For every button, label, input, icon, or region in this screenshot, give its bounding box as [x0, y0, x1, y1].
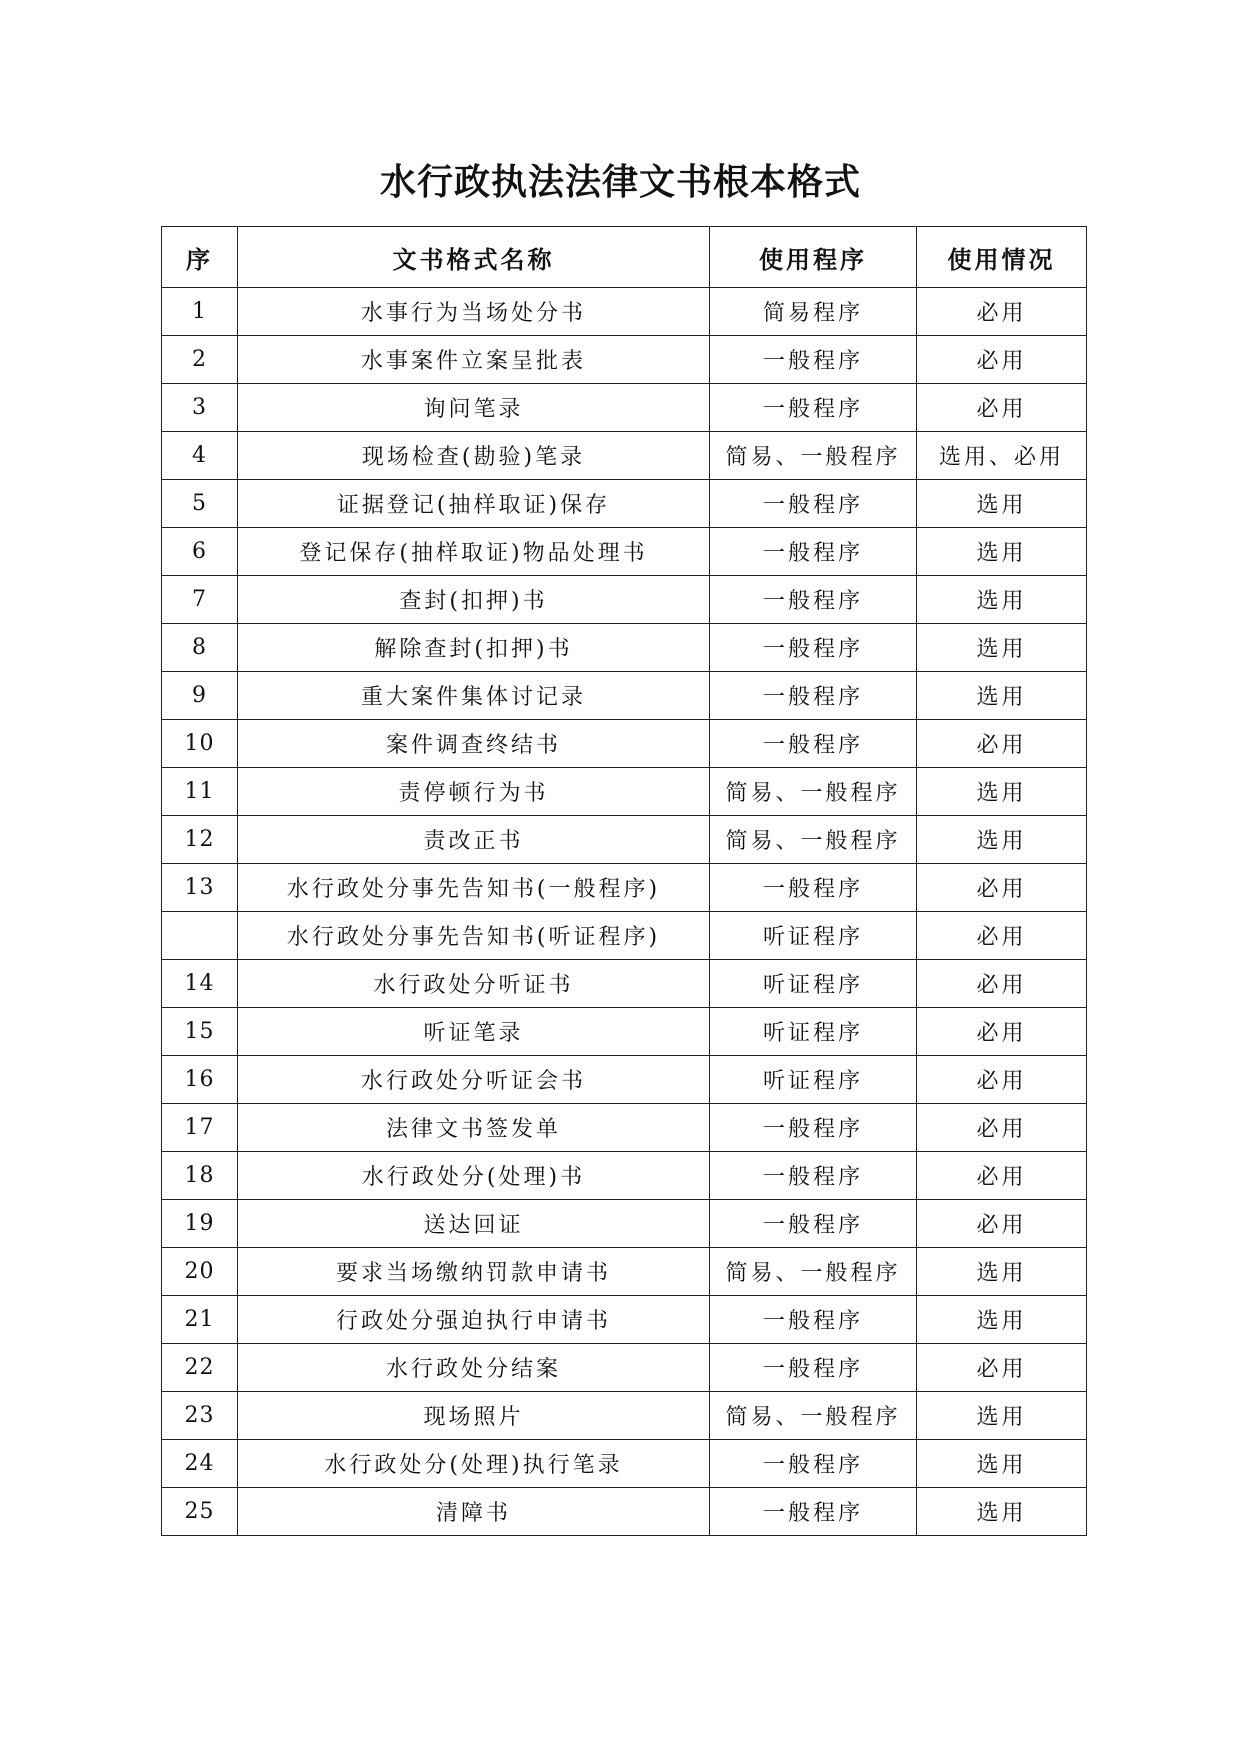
- table-row: [162, 816, 1087, 864]
- cell-usage: 必用: [917, 1056, 1087, 1104]
- cell-format-name: 登记保存(抽样取证)物品处理书: [238, 528, 710, 576]
- cell-format-name: 送达回证: [238, 1200, 710, 1248]
- cell-usage: 选用: [917, 480, 1087, 528]
- cell-format-name: 法律文书签发单: [238, 1104, 710, 1152]
- cell-format-name: 案件调查终结书: [238, 720, 710, 768]
- cell-seq: 6: [162, 528, 238, 576]
- cell-usage: 必用: [917, 288, 1087, 336]
- table-row: [162, 864, 1087, 912]
- cell-seq: 20: [162, 1248, 238, 1296]
- cell-procedure: 一般程序: [710, 480, 917, 528]
- cell-procedure: 一般程序: [710, 672, 917, 720]
- cell-usage: 必用: [917, 864, 1087, 912]
- cell-procedure: 一般程序: [710, 624, 917, 672]
- cell-usage: 选用: [917, 1488, 1087, 1536]
- cell-procedure: 一般程序: [710, 336, 917, 384]
- table-row: [162, 1008, 1087, 1056]
- cell-usage: 必用: [917, 1200, 1087, 1248]
- cell-format-name: 听证笔录: [238, 1008, 710, 1056]
- cell-seq: [162, 912, 238, 960]
- cell-procedure: 一般程序: [710, 864, 917, 912]
- cell-format-name: 责改正书: [238, 816, 710, 864]
- table-header-row: [162, 227, 1087, 288]
- table-row: [162, 672, 1087, 720]
- cell-procedure: 一般程序: [710, 1104, 917, 1152]
- cell-usage: 选用: [917, 1248, 1087, 1296]
- cell-format-name: 水事行为当场处分书: [238, 288, 710, 336]
- cell-seq: 25: [162, 1488, 238, 1536]
- header-name: 文书格式名称: [238, 227, 710, 288]
- cell-procedure: 简易、一般程序: [710, 432, 917, 480]
- cell-seq: 12: [162, 816, 238, 864]
- cell-format-name: 现场照片: [238, 1392, 710, 1440]
- table-row: [162, 1248, 1087, 1296]
- cell-usage: 必用: [917, 720, 1087, 768]
- page-title: 水行政执法法律文书根本格式: [379, 162, 861, 203]
- cell-format-name: 水行政处分(处理)执行笔录: [238, 1440, 710, 1488]
- cell-format-name: 水行政处分结案: [238, 1344, 710, 1392]
- cell-procedure: 一般程序: [710, 1152, 917, 1200]
- cell-usage: 选用: [917, 576, 1087, 624]
- cell-format-name: 水行政处分听证书: [238, 960, 710, 1008]
- table-row: [162, 1056, 1087, 1104]
- cell-format-name: 水行政处分听证会书: [238, 1056, 710, 1104]
- cell-procedure: 听证程序: [710, 960, 917, 1008]
- cell-seq: 24: [162, 1440, 238, 1488]
- table-row: [162, 912, 1087, 960]
- cell-procedure: 一般程序: [710, 1488, 917, 1536]
- cell-procedure: 一般程序: [710, 1344, 917, 1392]
- table-row: [162, 576, 1087, 624]
- header-seq: 序: [162, 227, 238, 288]
- table-row: [162, 624, 1087, 672]
- cell-seq: 5: [162, 480, 238, 528]
- cell-procedure: 简易、一般程序: [710, 768, 917, 816]
- cell-format-name: 解除查封(扣押)书: [238, 624, 710, 672]
- cell-format-name: 证据登记(抽样取证)保存: [238, 480, 710, 528]
- table-row: [162, 1392, 1087, 1440]
- table-row: [162, 384, 1087, 432]
- header-procedure: 使用程序: [710, 227, 917, 288]
- cell-usage: 必用: [917, 384, 1087, 432]
- cell-format-name: 水行政处分事先告知书(听证程序): [238, 912, 710, 960]
- document-format-table: [161, 226, 1087, 1536]
- table-row: [162, 1296, 1087, 1344]
- cell-seq: 3: [162, 384, 238, 432]
- cell-seq: 7: [162, 576, 238, 624]
- cell-procedure: 简易程序: [710, 288, 917, 336]
- table-row: [162, 1104, 1087, 1152]
- table-row: [162, 720, 1087, 768]
- cell-usage: 选用: [917, 528, 1087, 576]
- cell-usage: 必用: [917, 1104, 1087, 1152]
- cell-seq: 10: [162, 720, 238, 768]
- table-row: [162, 288, 1087, 336]
- cell-seq: 4: [162, 432, 238, 480]
- cell-format-name: 重大案件集体讨记录: [238, 672, 710, 720]
- cell-format-name: 询问笔录: [238, 384, 710, 432]
- table-body: [162, 288, 1087, 1536]
- cell-format-name: 水事案件立案呈批表: [238, 336, 710, 384]
- cell-seq: 15: [162, 1008, 238, 1056]
- cell-usage: 选用: [917, 1296, 1087, 1344]
- cell-procedure: 一般程序: [710, 384, 917, 432]
- cell-format-name: 查封(扣押)书: [238, 576, 710, 624]
- cell-seq: 19: [162, 1200, 238, 1248]
- table-row: [162, 528, 1087, 576]
- cell-usage: 必用: [917, 1152, 1087, 1200]
- cell-seq: 11: [162, 768, 238, 816]
- cell-usage: 选用、必用: [917, 432, 1087, 480]
- cell-procedure: 听证程序: [710, 912, 917, 960]
- cell-format-name: 现场检查(勘验)笔录: [238, 432, 710, 480]
- cell-format-name: 水行政处分事先告知书(一般程序): [238, 864, 710, 912]
- cell-usage: 选用: [917, 1392, 1087, 1440]
- cell-seq: 8: [162, 624, 238, 672]
- table-row: [162, 480, 1087, 528]
- cell-procedure: 听证程序: [710, 1008, 917, 1056]
- cell-usage: 必用: [917, 1344, 1087, 1392]
- cell-procedure: 简易、一般程序: [710, 816, 917, 864]
- cell-usage: 必用: [917, 1008, 1087, 1056]
- cell-usage: 选用: [917, 768, 1087, 816]
- cell-procedure: 一般程序: [710, 528, 917, 576]
- cell-format-name: 水行政处分(处理)书: [238, 1152, 710, 1200]
- cell-format-name: 要求当场缴纳罚款申请书: [238, 1248, 710, 1296]
- cell-procedure: 简易、一般程序: [710, 1392, 917, 1440]
- cell-procedure: 一般程序: [710, 720, 917, 768]
- cell-usage: 必用: [917, 912, 1087, 960]
- table-row: [162, 336, 1087, 384]
- table-row: [162, 768, 1087, 816]
- cell-seq: 16: [162, 1056, 238, 1104]
- cell-procedure: 听证程序: [710, 1056, 917, 1104]
- header-usage: 使用情况: [917, 227, 1087, 288]
- cell-procedure: 简易、一般程序: [710, 1248, 917, 1296]
- cell-seq: 22: [162, 1344, 238, 1392]
- cell-seq: 9: [162, 672, 238, 720]
- cell-seq: 13: [162, 864, 238, 912]
- table-row: [162, 960, 1087, 1008]
- cell-usage: 必用: [917, 336, 1087, 384]
- table-row: [162, 432, 1087, 480]
- table-row: [162, 1344, 1087, 1392]
- cell-format-name: 责停顿行为书: [238, 768, 710, 816]
- cell-seq: 2: [162, 336, 238, 384]
- cell-format-name: 清障书: [238, 1488, 710, 1536]
- cell-procedure: 一般程序: [710, 1200, 917, 1248]
- table-row: [162, 1488, 1087, 1536]
- cell-procedure: 一般程序: [710, 1296, 917, 1344]
- table-row: [162, 1200, 1087, 1248]
- cell-seq: 21: [162, 1296, 238, 1344]
- cell-seq: 1: [162, 288, 238, 336]
- cell-seq: 14: [162, 960, 238, 1008]
- cell-usage: 选用: [917, 672, 1087, 720]
- cell-usage: 选用: [917, 816, 1087, 864]
- table-row: [162, 1440, 1087, 1488]
- cell-usage: 必用: [917, 960, 1087, 1008]
- table-row: [162, 1152, 1087, 1200]
- cell-seq: 17: [162, 1104, 238, 1152]
- cell-usage: 选用: [917, 624, 1087, 672]
- cell-format-name: 行政处分强迫执行申请书: [238, 1296, 710, 1344]
- cell-seq: 18: [162, 1152, 238, 1200]
- cell-procedure: 一般程序: [710, 1440, 917, 1488]
- cell-procedure: 一般程序: [710, 576, 917, 624]
- cell-usage: 选用: [917, 1440, 1087, 1488]
- cell-seq: 23: [162, 1392, 238, 1440]
